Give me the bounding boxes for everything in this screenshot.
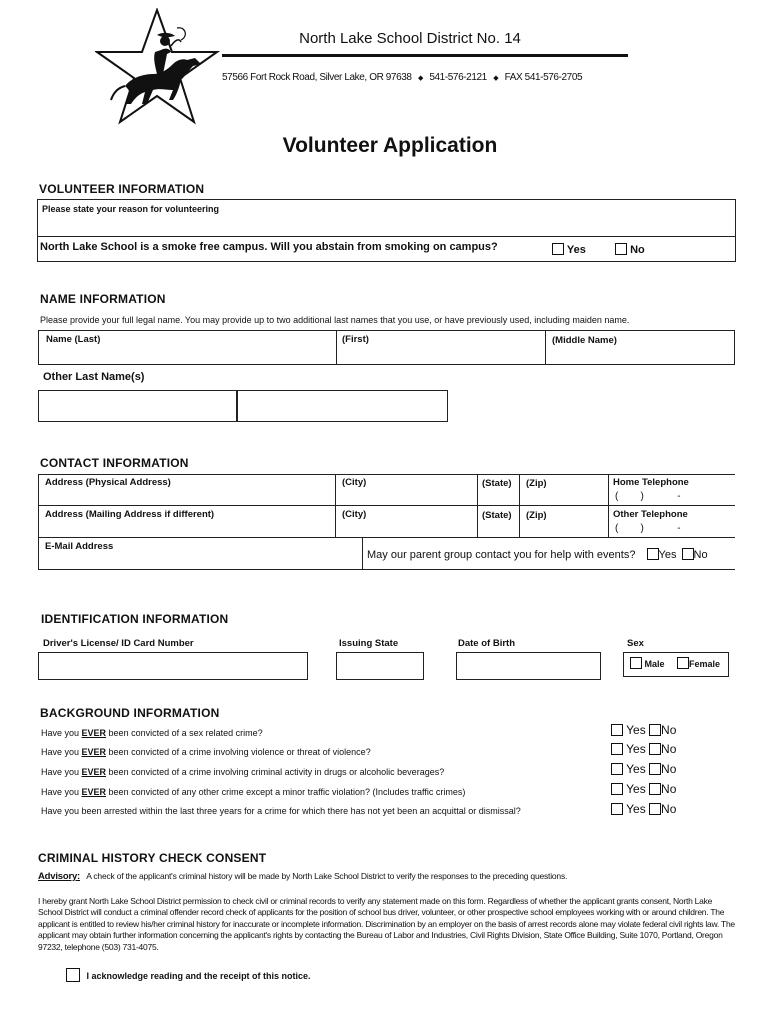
background-no-checkbox[interactable]	[649, 724, 661, 736]
no-label: No	[661, 782, 677, 796]
other-last-divider	[236, 390, 238, 422]
reason-field[interactable]	[38, 216, 735, 236]
male-label: Male	[644, 659, 665, 669]
parent-group-question-text: May our parent group contact you for help with events?	[367, 549, 636, 561]
contact-row-divider-2	[38, 537, 735, 538]
background-answer-row	[611, 802, 676, 816]
yes-label: Yes	[626, 762, 646, 776]
question-ever: EVER	[81, 728, 107, 738]
email-field[interactable]	[39, 553, 361, 569]
contact-col-email	[362, 537, 363, 570]
background-question	[41, 787, 465, 797]
male-checkbox[interactable]	[630, 657, 642, 669]
mailing-address-field[interactable]	[39, 521, 334, 536]
name-first-label: (First)	[342, 334, 369, 345]
contact-col-zip	[519, 474, 520, 537]
other-phone-label: Other Telephone	[613, 509, 688, 520]
parent-group-question	[367, 548, 708, 561]
district-fax: FAX 541-576-2705	[504, 72, 583, 83]
diamond-bullet-icon: ◆	[493, 75, 499, 82]
issuing-state-field[interactable]	[336, 652, 424, 680]
name-heading: NAME INFORMATION	[40, 292, 166, 306]
background-answer-row	[611, 782, 676, 796]
district-phone: 541-576-2121	[429, 72, 487, 83]
district-logo	[95, 8, 220, 126]
header-rule	[222, 54, 628, 57]
question-text: been convicted of a crime involving violence or threat of violence?	[106, 747, 371, 757]
no-label: No	[661, 742, 677, 756]
female-label: Female	[689, 659, 721, 669]
reason-label: Please state your reason for volunteering	[42, 204, 220, 214]
identification-heading: IDENTIFICATION INFORMATION	[41, 612, 229, 626]
other-phone-placeholder: ( ) -	[615, 523, 681, 534]
contact-heading: CONTACT INFORMATION	[40, 456, 189, 470]
background-question	[41, 728, 263, 738]
sex-female-option	[677, 657, 720, 669]
consent-text: I hereby grant North Lake School District permission to check civil or criminal records to verify any statement made on this form. Regardless of whether the applicant grants consent, North Lake School District will conduct a criminal offender record check of applicants for the position of school bus driver, volunteer, or other prospective school employees working with or around children. The applicant is entitled to review his/her criminal history for inaccurate or incomplete information. Discrimination by an employer on the basis of arrest records alone may violate federal civil rights law. The applicant may obtain further information concerning the applicant's rights by contacting the Bureau of Labor and Industries, Civil Rights Division, State Office Building, Suite 1070, Portland, Oregon 97232, telephone (503) 731-4075.	[38, 896, 735, 952]
yes-label: Yes	[626, 723, 646, 737]
background-answer-row	[611, 723, 676, 737]
criminal-heading: CRIMINAL HISTORY CHECK CONSENT	[38, 851, 267, 865]
smoke-yes-option	[552, 243, 586, 256]
question-text: Have you been arrested within the last three years for a crime for which there has not yet been an acquittal or dismissal?	[41, 806, 521, 816]
background-question	[41, 806, 521, 816]
physical-city-label: (City)	[342, 477, 367, 488]
background-yes-checkbox[interactable]	[611, 724, 623, 736]
background-yes-checkbox[interactable]	[611, 783, 623, 795]
acknowledge-row	[66, 968, 311, 982]
smoke-no-label: No	[630, 244, 645, 256]
background-answer-row	[611, 742, 676, 756]
question-ever: EVER	[81, 787, 107, 797]
question-text: been convicted of any other crime except a minor traffic violation? (Includes traffic crimes)	[106, 787, 466, 797]
background-no-checkbox[interactable]	[649, 803, 661, 815]
question-text: been convicted of a sex related crime?	[106, 728, 263, 738]
physical-state-label: (State)	[482, 478, 512, 489]
background-answer-row	[611, 762, 676, 776]
other-last-field-2[interactable]	[239, 391, 447, 421]
advisory	[38, 871, 738, 882]
parent-group-no-checkbox[interactable]	[682, 548, 694, 560]
background-no-checkbox[interactable]	[649, 783, 661, 795]
question-text: Have you	[41, 728, 82, 738]
contact-col-phone	[608, 474, 609, 537]
acknowledge-label: I acknowledge reading and the receipt of this notice.	[86, 971, 311, 981]
mailing-city-field[interactable]	[336, 521, 476, 536]
page-title: Volunteer Application	[282, 134, 498, 157]
female-checkbox[interactable]	[677, 657, 689, 669]
physical-address-field[interactable]	[39, 489, 334, 504]
mailing-address-label: Address (Mailing Address if different)	[45, 509, 215, 520]
yes-label: Yes	[626, 742, 646, 756]
other-last-field-1[interactable]	[39, 391, 235, 421]
advisory-text: A check of the applicant's criminal history will be made by North Lake School District to verify the responses to the preceding questions.	[86, 871, 568, 881]
name-last-field[interactable]	[39, 346, 335, 364]
smoke-no-option	[615, 243, 645, 256]
parent-group-no-label: No	[693, 549, 708, 561]
question-ever: EVER	[81, 747, 107, 757]
background-question	[41, 747, 371, 757]
volunteer-heading: VOLUNTEER INFORMATION	[39, 182, 205, 196]
background-yes-checkbox[interactable]	[611, 763, 623, 775]
name-last-label: Name (Last)	[46, 334, 101, 345]
smoke-no-checkbox[interactable]	[615, 243, 627, 255]
no-label: No	[661, 723, 677, 737]
question-text: Have you	[41, 767, 82, 777]
district-address: 57566 Fort Rock Road, Silver Lake, OR 97638	[222, 72, 412, 83]
home-phone-placeholder: ( ) -	[615, 491, 681, 502]
physical-city-field[interactable]	[336, 489, 476, 504]
yes-label: Yes	[626, 802, 646, 816]
question-text: Have you	[41, 787, 82, 797]
contact-row-divider-1	[38, 505, 735, 506]
sex-male-option	[630, 657, 665, 669]
question-text: Have you	[41, 747, 82, 757]
email-label: E-Mail Address	[45, 541, 114, 552]
issuing-state-label: Issuing State	[339, 638, 399, 649]
star-horse-rider-logo-icon	[95, 8, 220, 126]
header-contact-line	[222, 72, 582, 83]
mailing-state-label: (State)	[482, 510, 512, 521]
dob-field[interactable]	[456, 652, 601, 680]
sex-label: Sex	[627, 638, 644, 649]
physical-address-label: Address (Physical Address)	[45, 477, 171, 488]
name-middle-label: (Middle Name)	[552, 335, 617, 346]
mailing-zip-label: (Zip)	[526, 510, 547, 521]
license-field[interactable]	[38, 652, 308, 680]
smoke-question: North Lake School is a smoke free campus. Will you abstain from smoking on campus?	[40, 241, 498, 253]
district-name: North Lake School District No. 14	[299, 30, 521, 47]
dob-label: Date of Birth	[458, 638, 515, 649]
background-heading: BACKGROUND INFORMATION	[40, 706, 220, 720]
parent-group-yes-checkbox[interactable]	[647, 548, 659, 560]
yes-label: Yes	[626, 782, 646, 796]
physical-zip-label: (Zip)	[526, 478, 547, 489]
advisory-label: Advisory:	[38, 871, 81, 882]
name-first-field[interactable]	[337, 346, 544, 364]
question-text: been convicted of a crime involving criminal activity in drugs or alcoholic beverages?	[106, 767, 445, 777]
background-yes-checkbox[interactable]	[611, 743, 623, 755]
reason-divider	[37, 236, 736, 237]
background-no-checkbox[interactable]	[649, 743, 661, 755]
parent-group-yes-label: Yes	[658, 549, 677, 561]
license-label: Driver's License/ ID Card Number	[43, 638, 194, 649]
background-question	[41, 767, 444, 777]
home-phone-label: Home Telephone	[613, 477, 689, 488]
no-label: No	[661, 802, 677, 816]
other-last-label: Other Last Name(s)	[43, 371, 145, 383]
smoke-yes-label: Yes	[566, 244, 586, 256]
diamond-bullet-icon: ◆	[417, 75, 423, 82]
question-ever: EVER	[81, 767, 107, 777]
smoke-yes-checkbox[interactable]	[552, 243, 564, 255]
name-instructions: Please provide your full legal name. You may provide up to two additional last names that you use, or have previously used, including maiden name.	[40, 315, 630, 325]
no-label: No	[661, 762, 677, 776]
background-no-checkbox[interactable]	[649, 763, 661, 775]
background-yes-checkbox[interactable]	[611, 803, 623, 815]
contact-col-state	[477, 474, 478, 537]
name-middle-field[interactable]	[546, 346, 734, 364]
acknowledge-checkbox[interactable]	[66, 968, 80, 982]
mailing-city-label: (City)	[342, 509, 367, 520]
